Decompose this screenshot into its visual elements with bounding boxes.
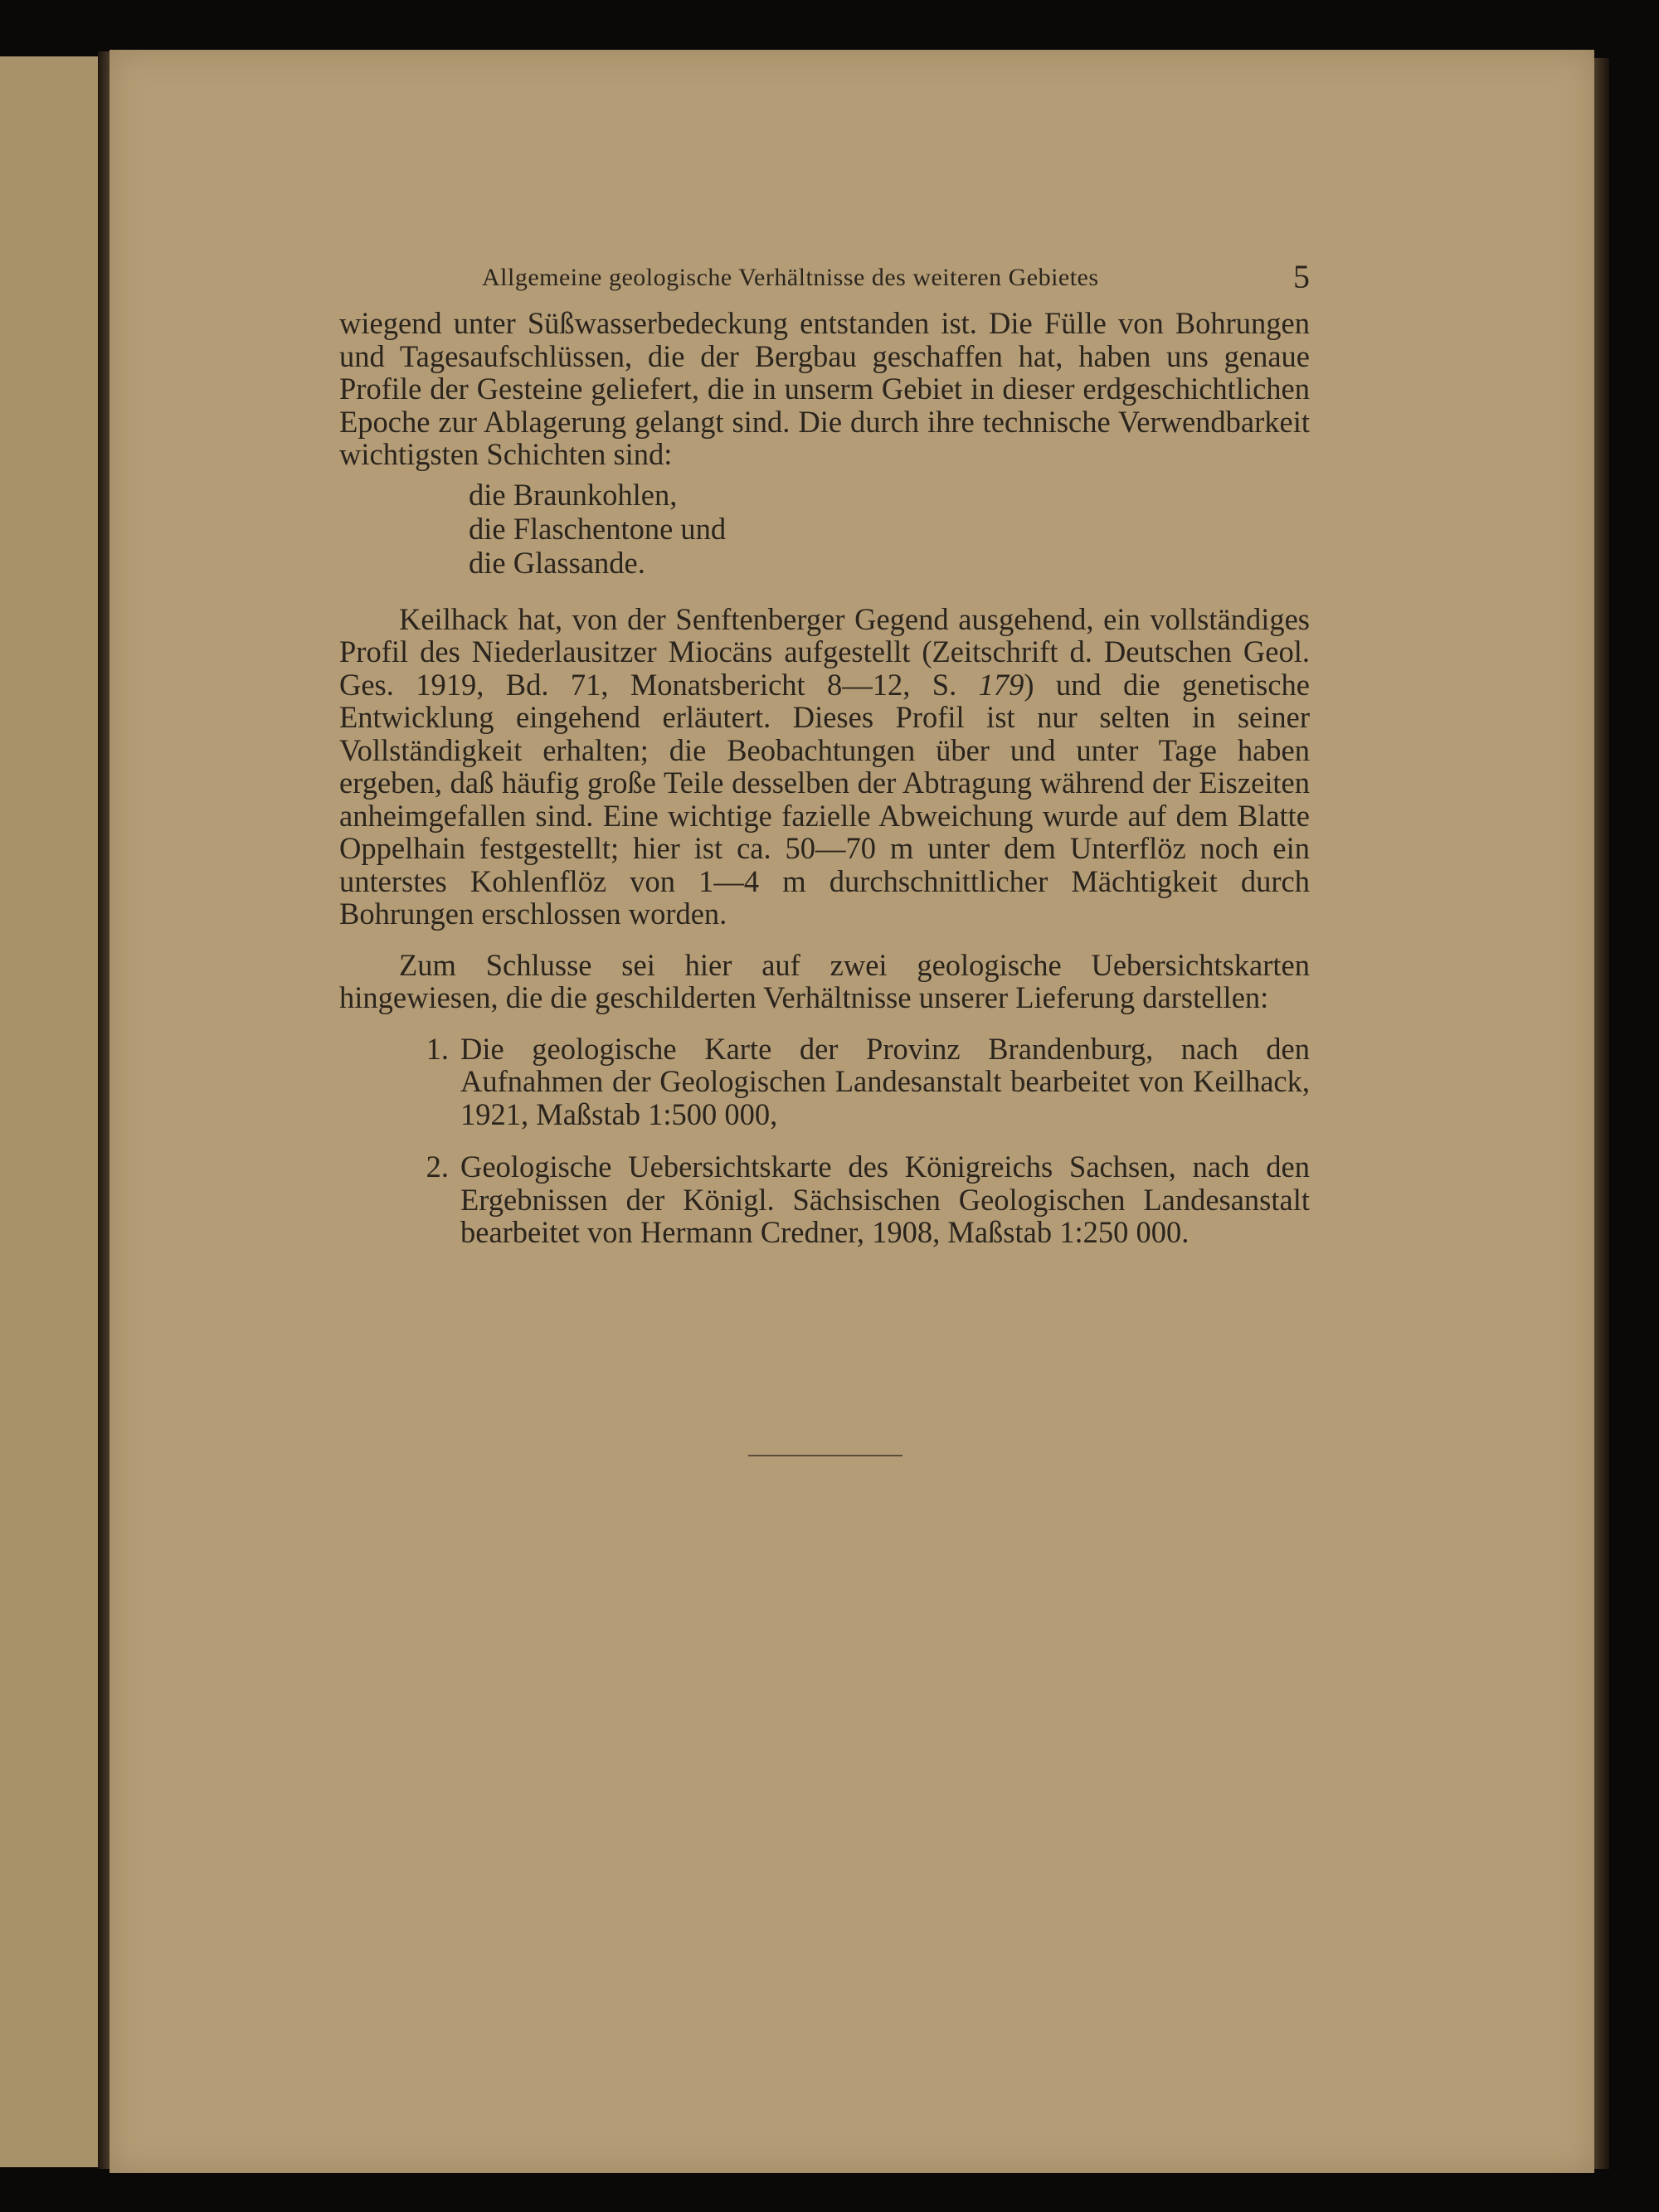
map-list-number: 2.: [426, 1150, 449, 1184]
map-list-item: [339, 1033, 1310, 1131]
facing-page-edge: [0, 56, 98, 2167]
paragraph-2-ref-page: 179: [978, 667, 1024, 702]
paragraph-2-text-a: Keilhack hat, von der Senftenberger Gegend ausgehend, ein vollständiges Profil des Niederlausitzer Miocäns aufgestellt (Zeitschrift d. Deutschen Geol. Ges. 1919, Bd. 71, Monatsbericht 8—12, S.: [339, 601, 1310, 702]
running-head-title: Allgemeine geologische Verhältnisse des weiteren Gebietes: [482, 264, 1099, 291]
strata-list: [469, 478, 1310, 580]
map-list: [339, 1033, 1310, 1249]
paragraph-2-text-b: ) und die genetische Entwicklung eingehend erläutert. Dieses Profil ist nur selten in seiner Vollständigkeit erhalten; die Beobachtungen über und unter Tage haben ergeben, daß häufig große Teile desselben der Abtragung während der Eiszeiten anheimgefallen sind. Eine wichtige fazielle Abweichung wurde auf dem Blatte Oppelhain festgestellt; hier ist ca. 50—70 m unter dem Unterflöz noch ein unterstes Kohlenflöz von 1—4 m durchschnittlicher Mächtigkeit durch Bohrungen erschlossen worden.: [339, 667, 1310, 931]
strata-item: die Glassande.: [469, 545, 645, 580]
end-rule: [748, 1455, 902, 1456]
map-list-item: [339, 1150, 1310, 1249]
page-edge-shadow: [1594, 58, 1609, 2169]
map-list-number: 1.: [426, 1031, 449, 1066]
strata-item: die Braunkohlen,: [469, 477, 678, 512]
paragraph-3: Zum Schlusse sei hier auf zwei geologische Uebersichtskarten hingewiesen, die die geschilderten Verhältnisse unserer Lieferung darstellen:: [339, 947, 1310, 1014]
page-text: [339, 257, 1310, 1269]
page-number: 5: [1293, 258, 1310, 295]
paragraph-2: [339, 603, 1310, 931]
map-list-text: Geologische Uebersichtskarte des Königreichs Sachsen, nach den Ergebnissen der Königl. Sächsischen Geologischen Landesanstalt bearbeitet von Hermann Credner, 1908, Maßstab 1:250 000.: [460, 1150, 1310, 1249]
strata-item: die Flaschentone und: [469, 511, 727, 546]
map-list-text: Die geologische Karte der Provinz Brandenburg, nach den Aufnahmen der Geologischen Landesanstalt bearbeitet von Keilhack, 1921, Maßstab 1:500 000,: [460, 1031, 1310, 1131]
paragraph-1: wiegend unter Süßwasserbedeckung entstanden ist. Die Fülle von Bohrungen und Tagesaufschlüssen, die der Bergbau geschaffen hat, haben uns genaue Profile der Gesteine geliefert, die in unserm Gebiet in dieser erdgeschichtlichen Epoche zur Ablagerung gelangt sind. Die durch ihre technische Verwendbarkeit wichtigsten Schichten sind:: [339, 306, 1310, 471]
running-head: [339, 257, 1310, 307]
